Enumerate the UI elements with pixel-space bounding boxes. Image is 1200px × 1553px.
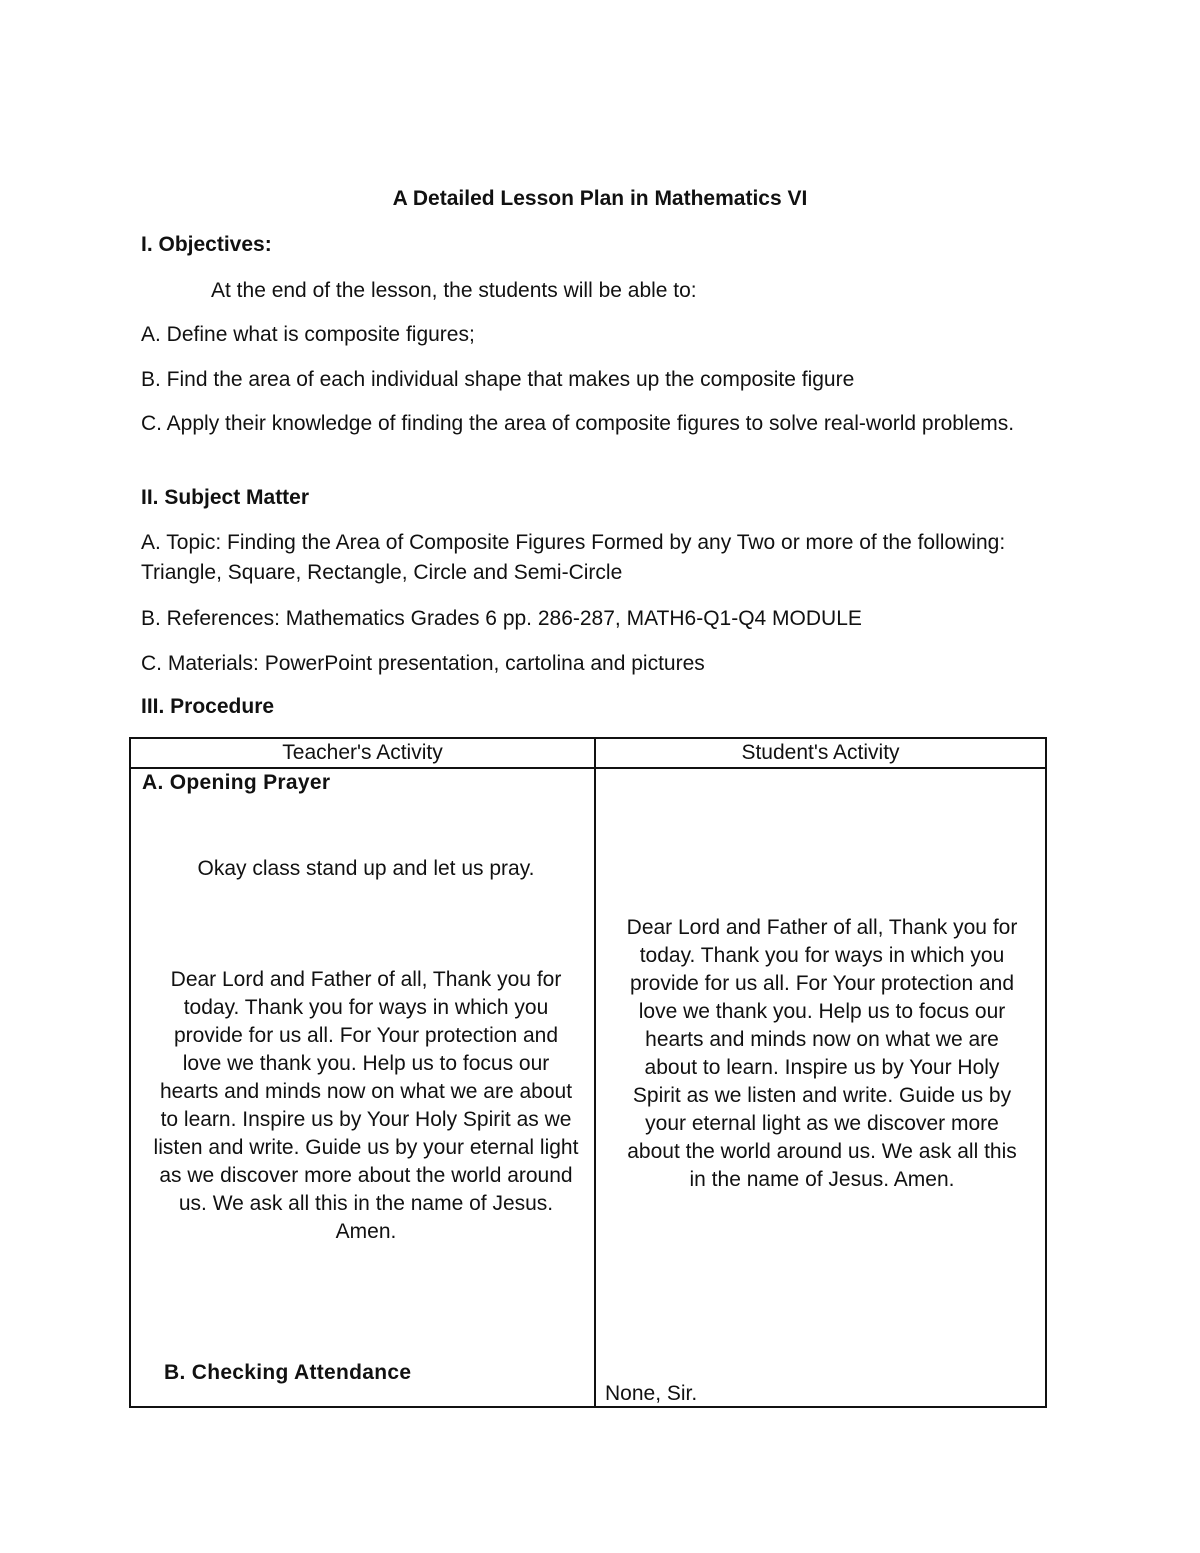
teacher-prayer: Dear Lord and Father of all, Thank you for today. Thank you for ways in which you provide for us all. For Your protection and love we thank you. Help us to focus our hearts and minds now on what we are about to learn. Inspire us by Your Holy Spirit as we listen and write. Guide us by your eternal light as we discover more about the world around us. We ask all this in the name of Jesus. Amen. xyxy=(153,968,579,1243)
student-attendance-response: None, Sir. xyxy=(605,1382,698,1405)
table-header-student: Student's Activity xyxy=(741,741,900,764)
opening-prayer-heading: A. Opening Prayer xyxy=(142,771,331,794)
procedure-table xyxy=(129,737,1047,1408)
subject-matter-heading: II. Subject Matter xyxy=(141,486,310,509)
checking-attendance-heading: B. Checking Attendance xyxy=(164,1361,412,1384)
table-header-divider xyxy=(131,767,1045,769)
subject-matter-materials: C. Materials: PowerPoint presentation, cartolina and pictures xyxy=(141,652,705,675)
objective-item: B. Find the area of each individual shape that makes up the composite figure xyxy=(141,368,855,391)
document-title: A Detailed Lesson Plan in Mathematics VI xyxy=(392,187,808,210)
procedure-heading: III. Procedure xyxy=(141,695,275,718)
subject-matter-references: B. References: Mathematics Grades 6 pp. 286-287, MATH6-Q1-Q4 MODULE xyxy=(141,607,862,630)
student-prayer: Dear Lord and Father of all, Thank you for today. Thank you for ways in which you provide for us all. For Your protection and love we thank you. Help us to focus our hearts and minds now on what we are about to learn. Inspire us by Your Holy Spirit as we listen and write. Guide us by your eternal light as we discover more about the world around us. We ask all this in the name of Jesus. Amen. xyxy=(626,916,1018,1191)
table-header-teacher: Teacher's Activity xyxy=(282,741,443,764)
objective-item: A. Define what is composite figures; xyxy=(141,323,475,346)
objectives-intro: At the end of the lesson, the students will be able to: xyxy=(211,279,697,302)
table-column-divider xyxy=(594,739,596,1406)
subject-matter-topic: A. Topic: Finding the Area of Composite Figures Formed by any Two or more of the following: Triangle, Square, Rectangle, Circle and Semi-Circle xyxy=(141,531,1006,584)
teacher-opening-instruction: Okay class stand up and let us pray. xyxy=(197,857,535,880)
objectives-heading: I. Objectives: xyxy=(141,233,272,256)
objective-item: C. Apply their knowledge of finding the area of composite figures to solve real-world problems. xyxy=(141,412,1015,435)
